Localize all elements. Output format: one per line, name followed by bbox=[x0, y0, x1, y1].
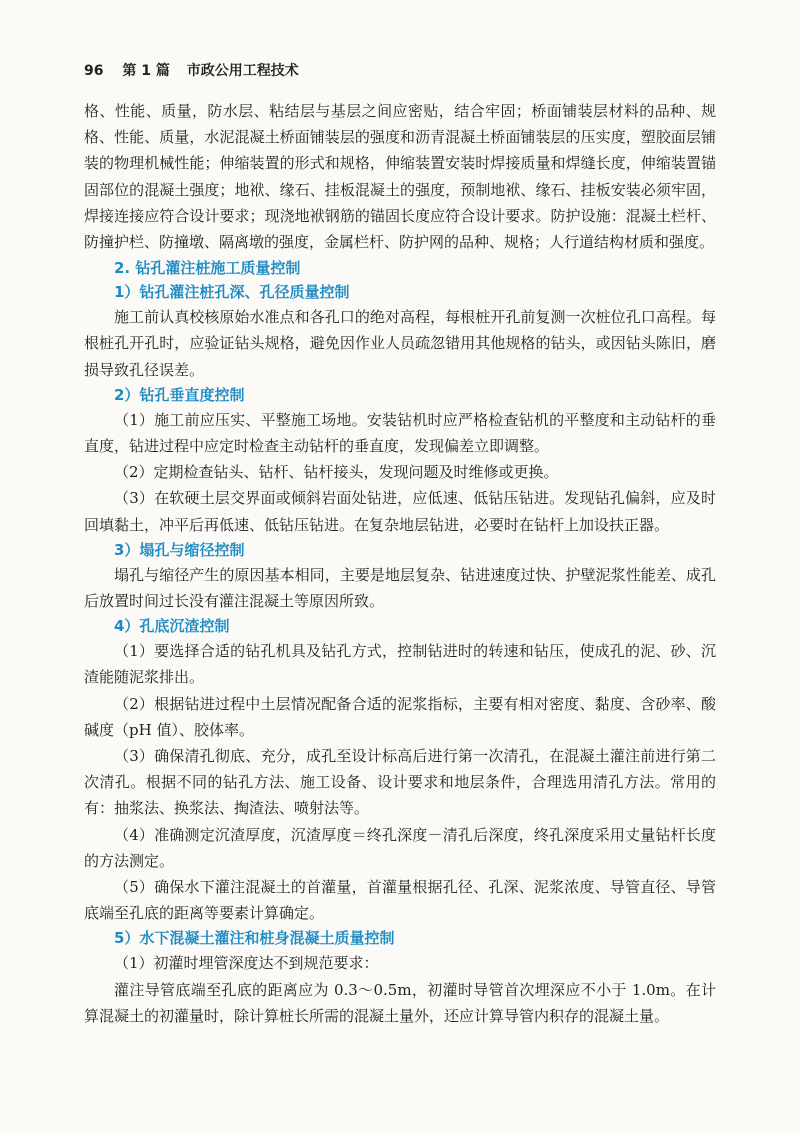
subsection-heading: 4）孔底沉渣控制 bbox=[114, 617, 230, 636]
paragraph: （1）要选择合适的钻孔机具及钻孔方式，控制钻进时的转速和钻压，使成孔的泥、砂、沉渣能随泥浆排出。 bbox=[84, 642, 716, 687]
paragraph: （1）施工前应压实、平整施工场地。安装钻机时应严格检查钻机的平整度和主动钻杆的垂直度，钻进过程中应定时检查主动钻杆的垂直度，发现偏差立即调整。 bbox=[84, 410, 716, 456]
paragraph: （2）定期检查钻头、钻杆、钻杆接头，发现问题及时维修或更换。 bbox=[114, 463, 559, 482]
paragraph: 塌孔与缩径产生的原因基本相同，主要是地层复杂、钻进速度过快、护壁泥浆性能差、成孔后放置时间过长没有灌注混凝土等原因所致。 bbox=[84, 565, 716, 611]
paragraph: （3）在软硬土层交界面或倾斜岩面处钻进，应低速、低钻压钻进。发现钻孔偏斜，应及时回填黏土，冲平后再低速、低钻压钻进。在复杂地层钻进，必要时在钻杆上加设扶正器。 bbox=[84, 489, 716, 534]
paragraph: （5）确保水下灌注混凝土的首灌量，首灌量根据孔径、孔深、泥浆浓度、导管直径、导管底端至孔底的距离等要素计算确定。 bbox=[84, 878, 716, 923]
paragraph: 灌注导管底端至孔底的距离应为 0.3～0.5m，初灌时导管首次埋深应不小于 1.0m。在计算混凝土的初灌量时，除计算桩长所需的混凝土量外，还应计算导管内积存的混凝土量。 bbox=[84, 980, 716, 1025]
paragraph: （3）确保清孔彻底、充分，成孔至设计标高后进行第一次清孔，在混凝土灌注前进行第二次清孔。根据不同的钻孔方法、施工设备、设计要求和地层条件，合理选用清孔方法。常用的有：抽浆法、换浆法、掏渣法、喷射法等。 bbox=[84, 747, 716, 818]
part-title: 市政公用工程技术 bbox=[186, 63, 299, 79]
part-label: 第 1 篇 bbox=[122, 63, 170, 79]
subsection-heading: 1）钻孔灌注桩孔深、孔径质量控制 bbox=[114, 283, 350, 302]
subsection-heading: 2）钻孔垂直度控制 bbox=[114, 385, 245, 404]
paragraph: （4）准确测定沉渣厚度，沉渣厚度＝终孔深度－清孔后深度，终孔深度采用丈量钻杆长度的方法测定。 bbox=[84, 825, 716, 870]
running-header bbox=[84, 60, 299, 80]
section-heading: 2. 钻孔灌注桩施工质量控制 bbox=[114, 259, 301, 278]
subsection-heading: 3）塌孔与缩径控制 bbox=[114, 540, 245, 559]
page-body bbox=[84, 98, 716, 1029]
paragraph: 施工前认真校核原始水准点和各孔口的绝对高程，每根桩开孔前复测一次桩位孔口高程。每根桩孔开孔时，应验证钻头规格，避免因作业人员疏忽错用其他规格的钻头，或因钻头陈旧，磨损导致孔径误差。 bbox=[84, 308, 716, 379]
page-number: 96 bbox=[84, 63, 104, 79]
paragraph: （1）初灌时埋管深度达不到规范要求： bbox=[114, 954, 379, 973]
intro-paragraph: 格、性能、质量，防水层、粘结层与基层之间应密贴，结合牢固；桥面铺装层材料的品种、规格、性能、质量，水泥混凝土桥面铺装层的强度和沥青混凝土桥面铺装层的压实度，塑胶面层铺装的物理机械性能；伸缩装置的形式和规格，伸缩装置安装时焊接质量和焊缝长度，伸缩装置锚固部位的混凝土强度；地袱、缘石、挂板混凝土的强度，预制地袱、缘石、挂板安装必须牢固，焊接连接应符合设计要求；现浇地袱钢筋的锚固长度应符合设计要求。防护设施：混凝土栏杆、防撞护栏、防撞墩、隔离墩的强度，金属栏杆、防护网的品种、规格；人行道结构材质和强度。 bbox=[84, 102, 716, 252]
paragraph: （2）根据钻进过程中土层情况配备合适的泥浆指标，主要有相对密度、黏度、含砂率、酸碱度（pH 值）、胶体率。 bbox=[84, 694, 716, 739]
subsection-heading: 5）水下混凝土灌注和桩身混凝土质量控制 bbox=[114, 929, 395, 948]
